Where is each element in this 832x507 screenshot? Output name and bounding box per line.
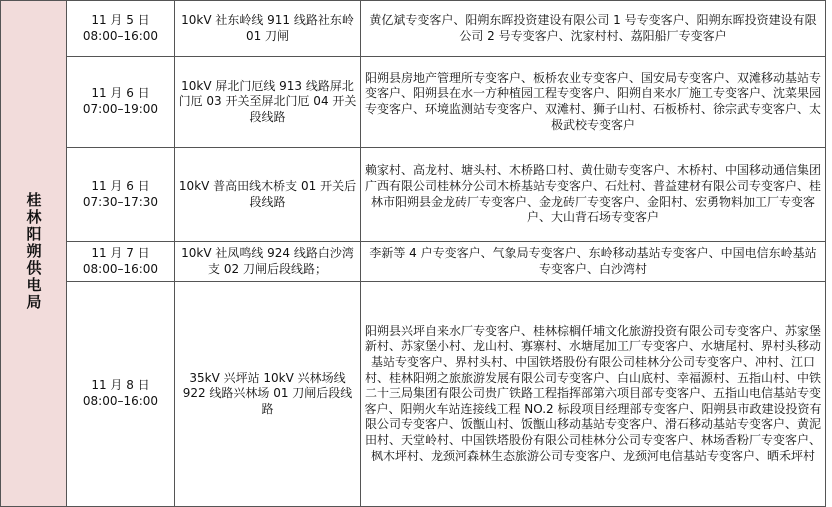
table-row — [1, 148, 826, 242]
outage-hours: 08:00–16:00 — [82, 261, 159, 276]
outage-date: 11 月 8 日 — [91, 378, 150, 393]
line-cell: 10kV 普高田线木桥支 01 开关后段线路 — [175, 148, 361, 242]
table-row — [1, 282, 826, 507]
time-cell — [67, 57, 175, 148]
outage-hours: 07:30–17:30 — [82, 194, 159, 209]
table-row — [1, 242, 826, 282]
customers-cell: 阳朔县兴坪自来水厂专变客户、桂林棕榈仟埔文化旅游投资有限公司专变客户、苏家堡新村、苏家堡小村、龙山村、寡寨村、水塘尾加工厂专变客户、水塘尾村、界村头移动基站专变客户、界村头村、中国铁塔股份有限公司桂林分公司专变客户、冲村、江口村、桂林阳朔之旅旅游发展有限公司专变客户、白山底村、幸福源村、五指山村、中铁二十三局集团有限公司贵广铁路工程指挥部第六项目部专变客户、五指山电信基站专变客户、阳朔火车站连接线工程 NO.2 标段项目经理部专变客户、阳朔县市政建设投资有限公司专变客户、饭甑山村、饭甑山移动基站专变客户、滑石移动基站专变客户、黄泥田村、天堂岭村、中国铁塔股份有限公司桂林分公司专变客户、林场香粉厂专变客户、枫木坪村、龙颈河森林生态旅游公司专变客户、龙颈河电信基站专变客户、晒禾坪村 — [361, 282, 826, 507]
table-row — [1, 57, 826, 148]
time-cell — [67, 282, 175, 507]
line-cell: 10kV 屏北门厄线 913 线路屏北门厄 03 开关至屏北门厄 04 开关段线路 — [175, 57, 361, 148]
outage-date: 11 月 6 日 — [91, 178, 150, 193]
outage-date: 11 月 7 日 — [91, 245, 150, 260]
customers-cell: 阳朔县房地产管理所专变客户、板桥农业专变客户、国安局专变客户、双滩移动基站专变客户、阳朔县在水一方种植园工程专变客户、阳朔自来水厂施工专变客户、沈菜果园专变客户、环境监测站专变客户、双滩村、狮子山村、石板桥村、徐宗武专变客户、太极武校专变客户 — [361, 57, 826, 148]
time-cell — [67, 242, 175, 282]
outage-date: 11 月 5 日 — [91, 12, 150, 27]
line-cell: 10kV 社凤鸣线 924 线路白沙湾支 02 刀闸后段线路； — [175, 242, 361, 282]
time-cell — [67, 148, 175, 242]
unit-name: 桂林阳朔供电局 — [24, 191, 43, 311]
unit-cell — [1, 1, 67, 507]
outage-date: 11 月 6 日 — [91, 86, 150, 101]
customers-cell: 赖家村、高龙村、塘头村、木桥路口村、黄仕勋专变客户、木桥村、中国移动通信集团广西有限公司桂林分公司木桥基站专变客户、石灶村、普益建材有限公司专变客户、桂林市阳朔县金龙砖厂专变客户、金龙砖厂专变客户、金阳村、宏勇物料加工厂专变客户、大山背石场专变客户 — [361, 148, 826, 242]
line-cell: 35kV 兴坪站 10kV 兴林场线 922 线路兴林场 01 刀闸后段线路 — [175, 282, 361, 507]
customers-cell: 黄亿斌专变客户、阳朔东晖投资建设有限公司 1 号专变客户、阳朔东晖投资建设有限公司 2 号专变客户、沈家村村、荔阳船厂专变客户 — [361, 1, 826, 57]
outage-hours: 08:00–16:00 — [82, 394, 159, 408]
time-cell — [67, 1, 175, 57]
customers-cell: 李新等 4 户专变客户、气象局专变客户、东岭移动基站专变客户、中国电信东岭基站专变客户、白沙湾村 — [361, 242, 826, 282]
outage-hours: 07:00–19:00 — [82, 102, 159, 116]
outage-hours: 08:00–16:00 — [82, 28, 159, 43]
table-row — [1, 1, 826, 57]
line-cell: 10kV 社东岭线 911 线路社东岭 01 刀闸 — [175, 1, 361, 57]
